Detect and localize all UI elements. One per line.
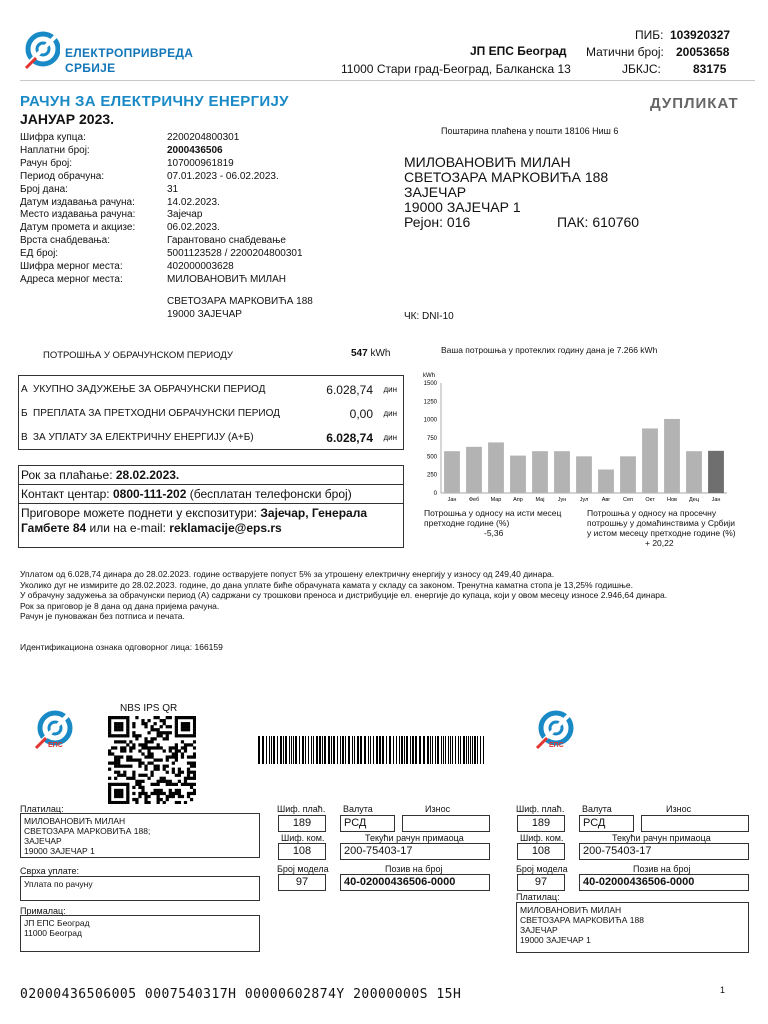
complaint-email-link[interactable]: reklamacije@eps.rs bbox=[169, 521, 282, 535]
purpose-label: Сврха уплате: bbox=[20, 866, 80, 876]
purpose-field bbox=[20, 876, 260, 901]
account-field-right: 200-75403-17 bbox=[579, 843, 749, 860]
comm-code-label-right: Шиф. ком. bbox=[520, 833, 564, 843]
model-label-right: Број модела bbox=[516, 864, 568, 874]
contact-note: (бесплатан телефонски број) bbox=[189, 487, 352, 501]
detail-row bbox=[20, 260, 360, 273]
consumption-unit: kWh bbox=[370, 348, 391, 359]
detail-value: 107000961819 bbox=[167, 157, 234, 169]
pay-code-field: 189 bbox=[278, 815, 326, 832]
summary-label: УКУПНО ЗАДУЖЕЊЕ ЗА ОБРАЧУНСКИ ПЕРИОД bbox=[33, 384, 266, 395]
chart-x-tick-label: Дец bbox=[689, 497, 699, 503]
chart-x-tick-label: Феб bbox=[468, 497, 480, 503]
company-name-line2: СРБИЈЕ bbox=[65, 61, 116, 75]
ref-label-right: Позив на број bbox=[633, 864, 691, 874]
due-date-value: 28.02.2023. bbox=[115, 468, 180, 482]
compare-avg-value: + 20,22 bbox=[645, 538, 674, 548]
detail-label: Датум промета и акцизе: bbox=[20, 222, 136, 234]
measuring-address-extra bbox=[167, 295, 313, 321]
detail-value: 07.01.2023 - 06.02.2023. bbox=[167, 170, 279, 182]
detail-value: Гарантовано снабдевање bbox=[167, 235, 286, 247]
detail-value: 31 bbox=[167, 183, 179, 195]
company-name bbox=[65, 46, 193, 76]
slip-logo-text: ЕПС bbox=[48, 742, 63, 749]
company-name-line1: ЕЛЕКТРОПРИВРЕДА bbox=[65, 46, 194, 60]
amount-field[interactable] bbox=[402, 815, 490, 832]
summary-amount: 6.028,74 bbox=[326, 383, 373, 397]
currency-field-right: РСД bbox=[579, 815, 634, 832]
summary-label: ЗА УПЛАТУ ЗА ЕЛЕКТРИЧНУ ЕНЕРГИЈУ (А+Б) bbox=[33, 432, 254, 443]
payer2-label: Платилац: bbox=[516, 892, 560, 902]
recipient-pak: ПАК: 610760 bbox=[557, 214, 640, 230]
pib-value: 103920327 bbox=[670, 28, 731, 42]
measuring-address-street: СВЕТОЗАРА МАРКОВИЋА 188 bbox=[167, 296, 313, 307]
chart-y-tick-label: 250 bbox=[426, 472, 437, 479]
comm-code-field-right: 108 bbox=[517, 843, 565, 860]
yearly-consumption: Ваша потрошња у протеклих годину дана је 7.266 kWh bbox=[441, 345, 658, 355]
currency-label: Валута bbox=[343, 804, 373, 814]
consumption-label: ПОТРОШЊА У ОБРАЧУНСКОМ ПЕРИОДУ bbox=[43, 350, 233, 361]
chart-bar bbox=[642, 428, 658, 493]
summary-box bbox=[18, 375, 404, 450]
measuring-address-city: 19000 ЗАЈЕЧАР bbox=[167, 309, 242, 320]
detail-row bbox=[20, 273, 360, 286]
fine-print-line: Уколико дуг не измирите до 28.02.2023. године, до дана уплате биће обрачуната камата у складу са законом. Тренутна каматна стопа је 13,25% годишње. bbox=[20, 579, 633, 590]
chart-bar bbox=[686, 451, 702, 493]
due-date-line bbox=[19, 466, 403, 485]
detail-row bbox=[20, 170, 360, 183]
detail-value: 2200204800301 bbox=[167, 132, 240, 143]
nbs-ips-qr-code bbox=[108, 716, 196, 804]
comm-code-field: 108 bbox=[278, 843, 326, 860]
chart-y-axis-label: kWh bbox=[423, 373, 435, 379]
payer-field bbox=[20, 813, 260, 858]
detail-value: 2000436506 bbox=[167, 144, 223, 156]
header-divider bbox=[20, 80, 755, 81]
pay-code-field-right: 189 bbox=[517, 815, 565, 832]
summary-label: ПРЕПЛАТА ЗА ПРЕТХОДНИ ОБРАЧУНСКИ ПЕРИОД bbox=[33, 408, 280, 419]
complaint-intro: Приговоре можете поднети у експозитури: bbox=[21, 506, 258, 520]
fine-print-line: У обрачуну задужења за обрачунски период (А) садржани су трошкови преноса и дистрибуције ел. енергије до купаца, који у овом месецу износе 2.946,64 динара. bbox=[20, 590, 668, 600]
summary-currency: дин bbox=[383, 409, 397, 418]
qr-label: NBS IPS QR bbox=[120, 703, 178, 714]
payer2-line: МИЛОВАНОВИЋ МИЛАН bbox=[520, 905, 622, 915]
chart-x-tick-label: Мај bbox=[535, 497, 545, 503]
jbkjs-value: 83175 bbox=[693, 62, 727, 76]
payer-line: ЗАЈЕЧАР bbox=[24, 836, 62, 846]
chart-bar bbox=[598, 470, 614, 493]
chart-x-tick-label: Нов bbox=[667, 497, 677, 503]
detail-label: Датум издавања рачуна: bbox=[20, 196, 135, 208]
chart-x-tick-label: Авг bbox=[601, 497, 611, 503]
payer-line: СВЕТОЗАРА МАРКОВИЋА 188; bbox=[24, 826, 151, 836]
payer-line: МИЛОВАНОВИЋ МИЛАН bbox=[24, 816, 126, 826]
payer2-line: СВЕТОЗАРА МАРКОВИЋА 188 bbox=[520, 915, 644, 925]
contact-label: Контакт центар: bbox=[21, 487, 110, 501]
chart-y-tick-label: 1000 bbox=[423, 417, 437, 424]
summary-currency: дин bbox=[383, 385, 397, 394]
summary-letter: Б bbox=[21, 408, 28, 419]
comm-code-label: Шиф. ком. bbox=[281, 833, 325, 843]
ocr-line: 02000436506005 0007540317H 00000602874Y 20000000S 15H bbox=[20, 987, 462, 1002]
chart-x-tick-label: Јун bbox=[557, 497, 567, 503]
chart-x-tick-label: Јул bbox=[579, 497, 589, 503]
duplicate-badge: ДУПЛИКАТ bbox=[650, 95, 739, 112]
payer2-line: ЗАЈЕЧАР bbox=[520, 925, 558, 935]
amount-label: Износ bbox=[425, 804, 451, 814]
account-label-right: Текући рачун примаоца bbox=[612, 833, 711, 843]
compare-prev bbox=[424, 508, 574, 538]
consumption-value-wrap bbox=[351, 348, 390, 359]
ref-field-right: 40-02000436506-0000 bbox=[579, 874, 749, 891]
consumption-value: 547 bbox=[351, 348, 368, 359]
detail-row bbox=[20, 247, 360, 260]
payer2-field bbox=[516, 902, 749, 953]
account-field: 200-75403-17 bbox=[340, 843, 490, 860]
summary-row-b bbox=[19, 402, 403, 426]
recipient-street: СВЕТОЗАРА МАРКОВИЋА 188 bbox=[404, 169, 609, 185]
account-label: Текући рачун примаоца bbox=[365, 833, 464, 843]
billing-month: ЈАНУАР 2023. bbox=[20, 111, 115, 127]
summary-row-a bbox=[19, 378, 403, 402]
chart-y-tick-label: 0 bbox=[433, 491, 437, 497]
detail-label: Број дана: bbox=[20, 183, 68, 195]
payee-field bbox=[20, 915, 260, 952]
model-field: 97 bbox=[278, 874, 326, 891]
detail-value: 402000003628 bbox=[167, 261, 234, 272]
compare-avg bbox=[587, 508, 737, 548]
mb-value: 20053658 bbox=[676, 45, 730, 59]
detail-label: Врста снабдевања: bbox=[20, 235, 111, 247]
fine-print-line: Рачун је пуноважан без потписа и печата. bbox=[20, 611, 185, 621]
detail-row bbox=[20, 234, 360, 247]
summary-currency: дин bbox=[383, 433, 397, 442]
pay-code-label: Шиф. плаћ. bbox=[277, 804, 326, 814]
payee-label: Прималац: bbox=[20, 906, 66, 916]
summary-row-v bbox=[19, 426, 403, 450]
chart-bar bbox=[444, 451, 460, 493]
amount-field-right[interactable] bbox=[641, 815, 749, 832]
payer-line: 19000 ЗАЈЕЧАР 1 bbox=[24, 846, 95, 856]
chart-x-tick-label: Апр bbox=[513, 497, 523, 503]
detail-value: Зајечар bbox=[167, 209, 203, 221]
chart-bar bbox=[708, 451, 724, 493]
page-title: РАЧУН ЗА ЕЛЕКТРИЧНУ ЕНЕРГИЈУ bbox=[20, 93, 289, 110]
pib-label: ПИБ: bbox=[635, 28, 664, 42]
summary-amount: 0,00 bbox=[349, 407, 373, 421]
fine-print bbox=[20, 569, 667, 622]
company-address: 11000 Стари град-Београд, Балканска 13 bbox=[341, 62, 571, 76]
detail-row bbox=[20, 144, 360, 157]
detail-value: 06.02.2023. bbox=[167, 222, 220, 234]
page-number: 1 bbox=[720, 985, 726, 995]
recipient-postal: 19000 ЗАЈЕЧАР 1 bbox=[404, 199, 521, 215]
detail-row bbox=[20, 131, 360, 144]
chart-bar bbox=[488, 442, 504, 493]
consumption-chart bbox=[405, 365, 735, 507]
payment-barcode bbox=[258, 736, 488, 764]
postage-note: Поштарина плаћена у пошти 18106 Ниш 6 bbox=[441, 126, 619, 136]
chart-bar bbox=[664, 419, 680, 493]
complaint-place-1: Зајечар, Генерала bbox=[260, 506, 368, 520]
fine-print-line: Уплатом од 6.028,74 динара до 28.02.2023. године остварујете попуст 5% за утрошену електричну енергију у износу од 249,40 динара. bbox=[20, 569, 555, 579]
amount-label-right: Износ bbox=[666, 804, 692, 814]
contact-phone[interactable]: 0800-111-202 bbox=[112, 487, 187, 501]
chart-x-tick-label: Јан bbox=[711, 497, 721, 503]
payee-line: ЈП ЕПС Београд bbox=[24, 918, 90, 928]
detail-row bbox=[20, 221, 360, 234]
fine-print-line: Рок за приговор је 8 дана од дана пријема рачуна. bbox=[20, 600, 220, 611]
eps-logo-icon bbox=[24, 30, 60, 70]
recipient-name: МИЛОВАНОВИЋ МИЛАН bbox=[404, 154, 571, 170]
recipient-town: ЗАЈЕЧАР bbox=[404, 184, 467, 200]
summary-letter: В bbox=[21, 432, 28, 443]
payer2-line: 19000 ЗАЈЕЧАР 1 bbox=[520, 935, 591, 945]
model-field-right: 97 bbox=[517, 874, 565, 891]
detail-label: Адреса мерног места: bbox=[20, 273, 123, 285]
detail-label: Наплатни број: bbox=[20, 144, 90, 156]
currency-field: РСД bbox=[340, 815, 395, 832]
due-date-label: Рок за плаћање: bbox=[21, 468, 113, 482]
chart-x-tick-label: Окт bbox=[645, 497, 655, 503]
detail-row bbox=[20, 196, 360, 209]
chart-bar bbox=[510, 456, 526, 493]
detail-label: Рачун број: bbox=[20, 157, 73, 169]
payer-label: Платилац: bbox=[20, 804, 64, 814]
detail-row bbox=[20, 183, 360, 196]
summary-letter: А bbox=[21, 384, 28, 395]
summary-amount: 6.028,74 bbox=[326, 431, 373, 445]
compare-prev-value: -5,36 bbox=[484, 528, 504, 538]
currency-label-right: Валута bbox=[582, 804, 612, 814]
complaint-text bbox=[19, 504, 403, 536]
mb-label: Матични број: bbox=[586, 45, 664, 59]
detail-value: МИЛОВАНОВИЋ МИЛАН bbox=[167, 273, 287, 285]
recipient-chk: ЧК: DNI-10 bbox=[404, 311, 454, 322]
complaint-mid: или на e-mail: bbox=[89, 521, 166, 535]
ref-label: Позив на број bbox=[385, 864, 443, 874]
chart-bar bbox=[620, 456, 636, 493]
contact-line bbox=[19, 485, 403, 504]
detail-row bbox=[20, 208, 360, 221]
detail-value: 5001123528 / 2200204800301 bbox=[167, 248, 303, 260]
detail-label: ЕД број: bbox=[20, 248, 59, 260]
payee-line: 11000 Београд bbox=[24, 928, 82, 938]
jbkjs-label: ЈБКЈС: bbox=[622, 62, 661, 76]
chart-x-tick-label: Јан bbox=[447, 497, 457, 503]
detail-label: Место издавања рачуна: bbox=[20, 209, 136, 221]
chart-y-tick-label: 1250 bbox=[423, 399, 437, 406]
complaint-place-2: Гамбете 84 bbox=[21, 521, 87, 535]
recipient-region: Рејон: 016 bbox=[404, 214, 471, 230]
chart-y-tick-label: 1500 bbox=[423, 381, 437, 387]
pay-code-label-right: Шиф. плаћ. bbox=[516, 804, 565, 814]
model-label: Број модела bbox=[277, 864, 329, 874]
detail-row bbox=[20, 157, 360, 170]
company-short: ЈП ЕПС Београд bbox=[470, 44, 567, 58]
chart-bar bbox=[466, 447, 482, 493]
responsible-id: Идентификациона ознака одговорног лица: 166159 bbox=[20, 642, 223, 652]
chart-bar bbox=[554, 451, 570, 493]
ref-field: 40-02000436506-0000 bbox=[340, 874, 490, 891]
chart-bar bbox=[576, 456, 592, 493]
chart-y-tick-label: 750 bbox=[426, 436, 437, 442]
detail-label: Шифра купца: bbox=[20, 132, 86, 143]
chart-x-tick-label: Сеп bbox=[622, 497, 634, 503]
chart-bar bbox=[532, 451, 548, 493]
compare-avg-label: Потрошња у односу на просечну потрошњу у домаћинствима у Србији у истом месецу претходне године (%) bbox=[587, 508, 736, 538]
detail-value: 14.02.2023. bbox=[167, 196, 220, 208]
compare-prev-label: Потрошња у односу на исти месец претходне године (%) bbox=[424, 508, 562, 528]
detail-label: Шифра мерног места: bbox=[20, 261, 123, 272]
purpose-value: Уплата по рачуну bbox=[24, 879, 93, 889]
info-box bbox=[18, 465, 404, 548]
chart-y-tick-label: 500 bbox=[426, 454, 437, 461]
slip-logo-text-right: ЕПС bbox=[549, 742, 564, 749]
detail-label: Период обрачуна: bbox=[20, 170, 105, 182]
chart-x-tick-label: Мар bbox=[490, 497, 502, 503]
